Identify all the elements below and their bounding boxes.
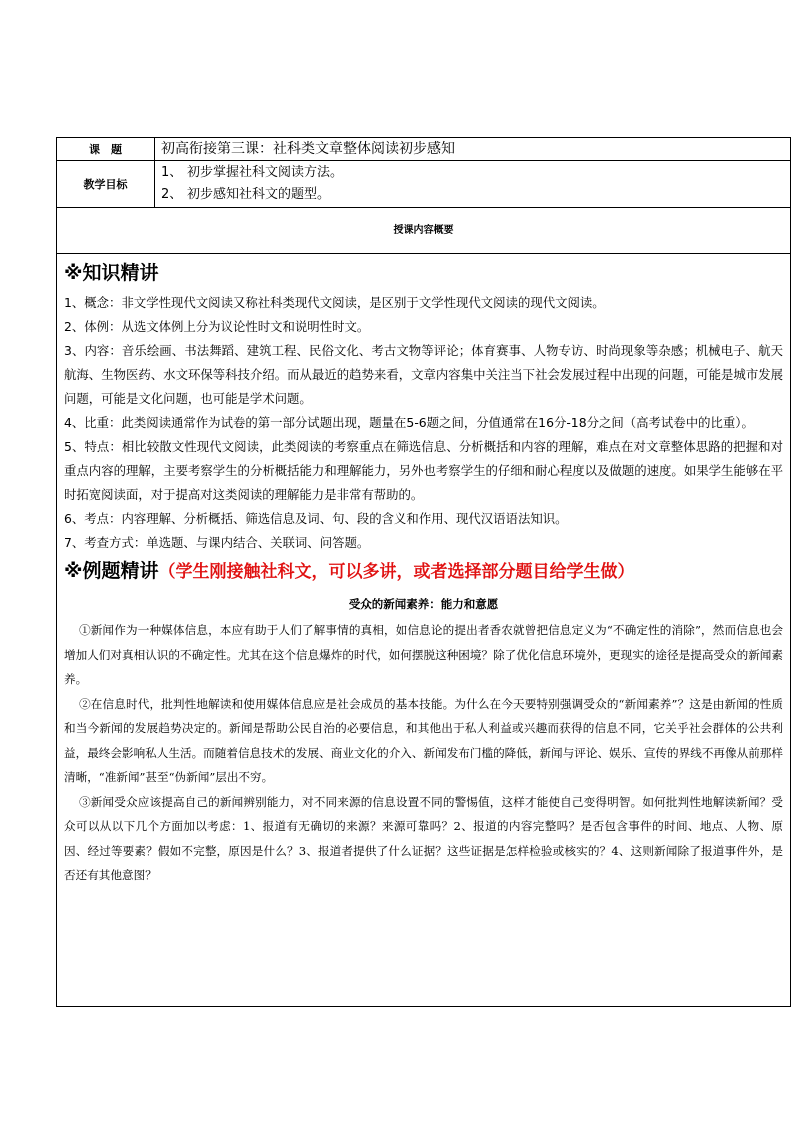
- knowledge-item: 7、考查方式：单选题、与课内结合、关联词、问答题。: [64, 535, 370, 550]
- article-paragraph: ①新闻作为一种媒体信息，本应有助于人们了解事情的真相，如信息论的提出者香农就曾把信息定义为“不确定性的消除”，然而信息也会增加人们对真相认识的不确定性。尤其在这个信息爆炸的时代，如何摆脱这种困境？除了优化信息环境外，更现实的途径是提高受众的新闻素养。: [64, 623, 783, 686]
- article-title: 受众的新闻素养：能力和意愿: [348, 597, 499, 611]
- goals-label: 教学目标: [57, 161, 155, 207]
- article-paragraph: ②在信息时代，批判性地解读和使用媒体信息应是社会成员的基本技能。为什么在今天要特别强调受众的“新闻素养”？这是由新闻的性质和当今新闻的发展趋势决定的。新闻是帮助公民自治的必要信息，和其他出于私人利益或兴趣而获得的信息不同，它关乎社会群体的公共利益，最终会影响私人生活。而随着信息技术的发展、商业文化的介入、新闻发布门槛的降低，新闻与评论、娱乐、宣传的界线不再像从前那样清晰，“准新闻”甚至“伪新闻”层出不穷。: [64, 696, 783, 784]
- knowledge-item: 1、概念：非文学性现代文阅读又称社科类现代文阅读，是区别于文学性现代文阅读的现代文阅读。: [64, 295, 605, 310]
- goal-text: 初步感知社科文的题型。: [187, 187, 331, 202]
- goal-number: 1、: [161, 165, 183, 180]
- article-paragraph: ③新闻受众应该提高自己的新闻辨别能力，对不同来源的信息设置不同的警惕值，这样才能使自己变得明智。如何批判性地解读新闻？受众可以从以下几个方面加以考虑：1、报道有无确切的来源？来源可靠吗？2、报道的内容完整吗？是否包含事件的时间、地点、人物、原因、经过等要素？假如不完整，原因是什么？3、报道者提供了什么证据？这些证据是怎样检验或核实的？4、这则新闻除了报道事件外，是否还有其他意图？: [64, 794, 783, 882]
- topic-value-cell: [155, 138, 790, 160]
- examples-note: （学生刚接触社科文，可以多讲，或者选择部分题目给学生做）: [158, 562, 635, 582]
- goals-row: [57, 161, 790, 208]
- topic-row: [57, 138, 790, 161]
- content-cell: [57, 254, 790, 1006]
- topic-label: 课 题: [57, 138, 155, 160]
- topic-value: 初高衔接第三课：社科类文章整体阅读初步感知: [161, 141, 455, 157]
- knowledge-item: 2、体例：从选文体例上分为议论性时文和说明性时文。: [64, 319, 370, 334]
- examples-section-title: [64, 558, 783, 585]
- knowledge-section-title: ※知识精讲: [64, 262, 159, 284]
- goal-item: [161, 162, 790, 184]
- lesson-table: [56, 137, 791, 1007]
- overview-title: 授课内容概要: [393, 225, 454, 236]
- goal-number: 2、: [161, 187, 183, 202]
- knowledge-item: 6、考点：内容理解、分析概括、筛选信息及词、句、段的含义和作用、现代汉语语法知识。: [64, 511, 568, 526]
- goal-item: [161, 184, 790, 206]
- goals-cell: [155, 161, 790, 207]
- knowledge-item: 4、比重：此类阅读通常作为试卷的第一部分试题出现，题量在5-6题之间，分值通常在16分-18分之间（高考试卷中的比重）。: [64, 415, 754, 430]
- examples-title: ※例题精讲: [64, 560, 159, 582]
- knowledge-item: 3、内容：音乐绘画、书法舞蹈、建筑工程、民俗文化、考古文物等评论；体育赛事、人物专访、时尚现象等杂感；机械电子、航天航海、生物医药、水文环保等科技介绍。而从最近的趋势来看，文章内容集中关注当下社会发展过程中出现的问题，可能是城市发展问题，可能是文化问题，也可能是学术问题。: [64, 343, 783, 406]
- goal-text: 初步掌握社科文阅读方法。: [187, 165, 344, 180]
- knowledge-item: 5、特点：相比较散文性现代文阅读，此类阅读的考察重点在筛选信息、分析概括和内容的理解，难点在对文章整体思路的把握和对重点内容的理解，主要考察学生的分析概括能力和理解能力，另外也考察学生的仔细和耐心程度以及做题的速度。如果学生能够在平时拓宽阅读面，对于提高对这类阅读的理解能力是非常有帮助的。: [64, 439, 783, 502]
- overview-row: [57, 208, 790, 254]
